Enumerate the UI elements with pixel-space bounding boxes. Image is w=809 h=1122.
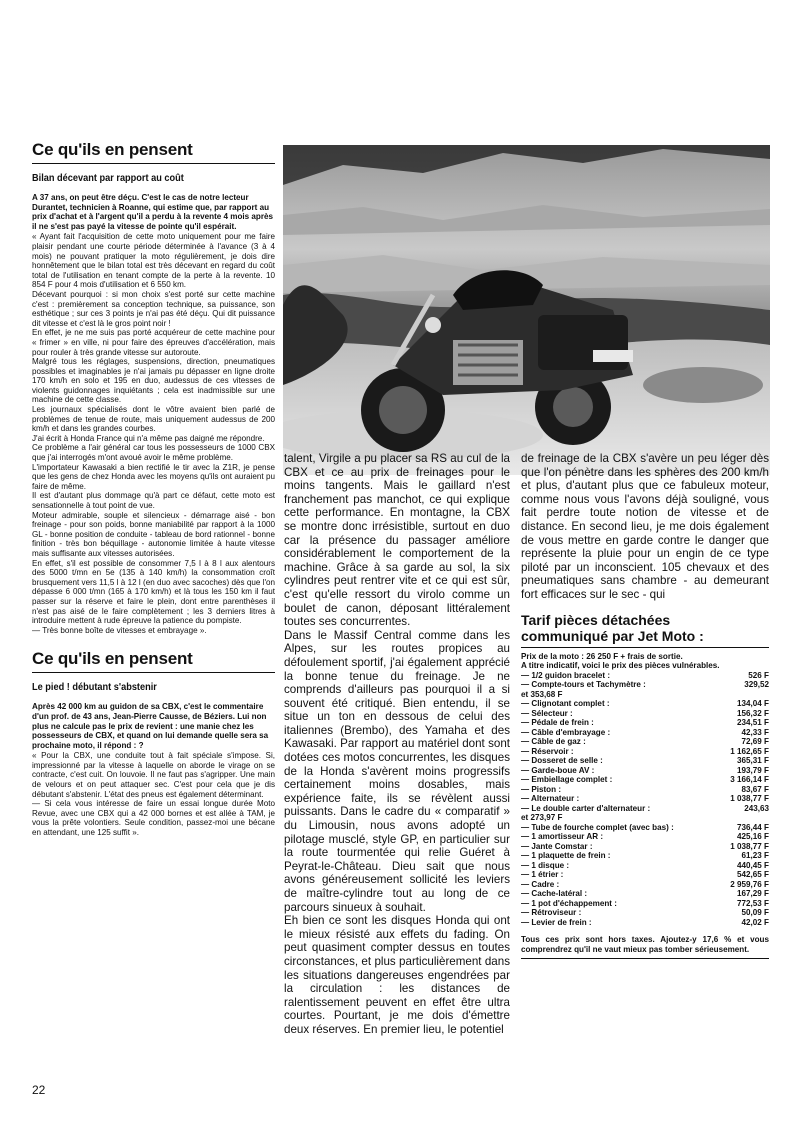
- tarif-item-label: — Rétroviseur :: [521, 908, 582, 918]
- tarif-item-label: — 1/2 guidon bracelet :: [521, 670, 611, 680]
- paragraph: L'importateur Kawasaki a bien rectifié le tir avec la Z1R, je pense que les gens de chez Honda avec les moyens qu'ils ont auraient pu faire de même.: [32, 462, 275, 491]
- tarif-item: [521, 775, 769, 785]
- tarif-item-label: — Le double carter d'alternateur :: [521, 803, 651, 813]
- tarif-item-price: 440,45 F: [737, 860, 769, 870]
- article1-title: Ce qu'ils en pensent: [32, 140, 275, 164]
- tarif-item: [521, 728, 769, 738]
- tarif-item: [521, 908, 769, 918]
- tarif-item-price: 3 166,14 F: [730, 775, 769, 785]
- tarif-item: [521, 766, 769, 776]
- tarif-item-label: — Jante Comstar :: [521, 841, 593, 851]
- tarif-item-label: — Alternateur :: [521, 794, 580, 804]
- tarif-item-price: 167,29 F: [737, 889, 769, 899]
- tarif-item: [521, 880, 769, 890]
- paragraph: Dans le Massif Central comme dans les Alpes, sur les routes propices au défoulement sportif, j'ai également apprécié la bonne tenue du freinage. Je ne comprends d'ailleurs pas pourquoi il a si souvent été critiqué. Bien entendu, il se situe un ton en dessous de celui des italiennes (Brembo), des Yamaha et des Kawasaki. Par rapport au matériel dont sont dotées ces motos concurrentes, les disques de la Honda s'avèrent moins progressifs certainement moins dosables, mais expérience faite, ils se révèlent aussi puissants. Dans le cadre du « comparatif » du Limousin, nous avons adopté un pilotage musclé, style GP, en particulier sur la route tourmentée qui relie Guéret à Peyrat-le-Château. Dieu sait que nous avons généreusement sollicité les leviers de maître-cylindre tout au long de ce parcours sinueux à souhait.: [284, 628, 510, 914]
- tarif-item-price: 526 F: [748, 670, 769, 680]
- tarif-item: [521, 851, 769, 861]
- tarif-list-c: [521, 823, 769, 928]
- tarif-item-label: — Cadre :: [521, 879, 560, 889]
- tarif-item: [521, 671, 769, 681]
- tarif-item: [521, 899, 769, 909]
- tarif-item-price: 365,31 F: [737, 756, 769, 766]
- tarif-item-price: 1 038,77 F: [730, 841, 769, 851]
- tarif-item-label: — Tube de fourche complet (avec bas) :: [521, 822, 674, 832]
- paragraph: — Si cela vous intéresse de faire un essai longue durée Moto Revue, avec une CBX qui a 42 000 bornes et est allée à TAM, je vous la prête volontiers. Seule condition, passez-moi une bécane en attendant, une 125 suffit ».: [32, 799, 275, 838]
- tarif-price-line: Prix de la moto : 26 250 F + frais de sortie.: [521, 651, 683, 661]
- left-column: [32, 140, 275, 838]
- tarif-item: [521, 699, 769, 709]
- tarif-item: [521, 756, 769, 766]
- article2-title: Ce qu'ils en pensent: [32, 649, 275, 673]
- tarif-item: [521, 785, 769, 795]
- paragraph: Moteur admirable, souple et silencieux - démarrage aisé - bon freinage - pour son poids, bonne maniabilité par rapport à la 1000 GL - bonne position de conduite - tableau de bord rationnel - bonne finition - très bon béquillage - autonomie limitée à haute vitesse mais suffisante aux vitesses autorisées.: [32, 510, 275, 558]
- tarif-item-price: 772,53 F: [737, 898, 769, 908]
- tarif-item: [521, 709, 769, 719]
- paragraph: Décevant pourquoi : si mon choix s'est porté sur cette machine c'est : premièrement sa conception technique, sa puissance, son esthétique ; sur ces 3 points je n'ai pas été déçu. Qui dit puissance dit vitesse et c'est là le gros point noir !: [32, 289, 275, 328]
- tarif-item-price: 425,16 F: [737, 832, 769, 842]
- tarif-item-label: — 1 plaquette de frein :: [521, 851, 611, 861]
- tarif-item-price: 42,02 F: [741, 917, 769, 927]
- tarif-item-label: — Levier de frein :: [521, 917, 592, 927]
- paragraph: de freinage de la CBX s'avère un peu léger dès que l'on pénètre dans les sphères des 200 km/h et plus, d'autant plus que ce fabuleux moteur, comme nous vous l'avons déjà souligné, vous fait perdre toute notion de vitesse et de distance. En second lieu, je me dois également de vous mettre en garde contre le danger que représente la pluie pour un engin de ce type piloté par un inconscient. 105 chevaux et des pneumatiques sans chambre - au demeurant fort efficaces sur le sec - qui: [521, 452, 769, 601]
- paragraph: « Ayant fait l'acquisition de cette moto uniquement pour me faire plaisir pendant une courte période déterminée à l'avance (3 à 4 mois) ne pouvant pratiquer la moto régulièrement, je dois dire honnêtement que le bilan total est très décevant en regard du coût total de l'utilisation en tenant compte de la perte à la revente. 10 854 F pour 4 mois d'utilisation et 6 550 km.: [32, 232, 275, 290]
- tarif-item-label: — Sélecteur :: [521, 708, 573, 718]
- tarif-item: [521, 870, 769, 880]
- paragraph: Malgré tous les réglages, suspensions, direction, pneumatiques possibles et imaginables je n'ai jamais pu dépasser en ligne droite 170 km/h en solo et 195 en duo, audessus de ces vitesses de violents guidonnages inquiétants ; cela est inadmissible sur une machine de cette classe.: [32, 357, 275, 405]
- tarif-item-price: 61,23 F: [741, 851, 769, 861]
- paragraph: « Pour la CBX, une conduite tout à fait spéciale s'impose. Si, impressionné par la vitesse à laquelle on aborde le virage on se contracte, c'est cuit. On louvoie. Il ne faut pas s'agripper. Une main de velours et on peut attaquer sec. C'est pour cela que je dis débutant s'abstenir. L'état des pneus est également déterminant.: [32, 751, 275, 799]
- tarif-item-label: — Embiellage complet :: [521, 775, 613, 785]
- tarif-item-label: — Piston :: [521, 784, 562, 794]
- tarif-item-label: — Pédale de frein :: [521, 718, 594, 728]
- tarif-item-label: — Réservoir :: [521, 746, 574, 756]
- tarif-item-label: — Câble d'embrayage :: [521, 727, 611, 737]
- tarif-item-label: — 1 amortisseur AR :: [521, 832, 604, 842]
- motorcycle-photo-illustration: [283, 145, 770, 475]
- tarif-item-price: 193,79 F: [737, 765, 769, 775]
- tarif-item: [521, 823, 769, 833]
- tarif-item-price: 72,69 F: [741, 737, 769, 747]
- paragraph: En effet, je ne me suis pas porté acquéreur de cette machine pour « frimer » en ville, ni pour faire des épreuves d'accélération, mais pour rouler à très grande vitesse sur autoroute.: [32, 328, 275, 357]
- paragraph: Les journaux spécialisés dont le vôtre avaient bien parlé de problèmes de tenue de route, mais uniquement audessus de 200 km/h et dans les grandes courbes.: [32, 405, 275, 434]
- paragraph: — Très bonne boîte de vitesses et embrayage ».: [32, 625, 207, 635]
- tarif-item-label: — Dosseret de selle :: [521, 756, 603, 766]
- tarif-list-a: [521, 671, 769, 690]
- motorcycle-photo: [283, 145, 770, 475]
- tarif-item: [521, 680, 769, 690]
- tarif-indicative-line: A titre indicatif, voici le prix des pièces vulnérables.: [521, 661, 720, 671]
- tarif-item: [521, 832, 769, 842]
- tarif-subtotal: et 273,97 F: [521, 813, 563, 823]
- tarif-item-price: 329,52: [744, 680, 769, 690]
- article2-subtitle: Le pied ! débutant s'abstenir: [32, 682, 157, 694]
- tarif-item-label: — 1 étrier :: [521, 870, 564, 880]
- tarif-item: [521, 794, 769, 804]
- tarif-item-price: 50,09 F: [741, 908, 769, 918]
- article2-body: [32, 751, 275, 837]
- tarif-item: [521, 889, 769, 899]
- paragraph: talent, Virgile a pu placer sa RS au cul de la CBX et ce au prix de freinages pour le moins tangents. Mais le gaillard n'est franchement pas manchot, ce qui explique cette performance. En montagne, la CBX se montre donc irrésistible, surtout en duo car la présence du passager améliore considérablement le comportement de la machine. Grâce à sa garde au sol, la six cylindres peut rentrer vite et ce qui est sûr, c'est qu'elle ressort du virolo comme un boulet de canon, déposant littéralement toutes ses concurrentes.: [284, 452, 510, 629]
- page-number: 22: [32, 1083, 46, 1097]
- tarif-item-price: 42,33 F: [741, 727, 769, 737]
- tarif-item-price: 2 959,76 F: [730, 879, 769, 889]
- tarif-item-price: 83,67 F: [741, 784, 769, 794]
- tarif-item: [521, 718, 769, 728]
- tarif-item-price: 243,63: [744, 803, 769, 813]
- tarif-item-price: 542,65 F: [737, 870, 769, 880]
- article1-subtitle: Bilan décevant par rapport au coût: [32, 173, 184, 184]
- tarif-item: [521, 804, 769, 814]
- paragraph: J'ai écrit à Honda France qui n'a même pas daigné me répondre.: [32, 433, 265, 443]
- tarif-subtotal: et 353,68 F: [521, 689, 563, 699]
- tarif-title-line2: communiqué par Jet Moto :: [521, 627, 704, 644]
- tarif-item: [521, 861, 769, 871]
- tarif-title: [521, 612, 769, 648]
- tarif-item-price: 234,51 F: [737, 718, 769, 728]
- article1-body: [32, 232, 275, 635]
- paragraph: Eh bien ce sont les disques Honda qui ont le mieux résisté aux effets du fading. On peut quasiment compter dessus en toutes circonstances, et plus particulièrement dans les situations dangereuses engendrées par la circulation : les distances de ralentissement peuvent en effet être ultra courtes. Pourtant, je me dois d'émettre deux réserves. En premier lieu, le potentiel: [284, 914, 510, 1036]
- tarif-item-price: 1 162,65 F: [730, 746, 769, 756]
- paragraph: Il est d'autant plus dommage qu'à part ce défaut, cette moto est sensationnelle à tout point de vue.: [32, 491, 275, 510]
- paragraph: Ce problème a l'air général car tous les possesseurs de 1000 CBX que j'ai interrogés m'ont avoué avoir le même problème.: [32, 443, 275, 463]
- paragraph: En effet, s'il est possible de consommer 7,5 l à 8 l aux alentours des 5000 t/mn en 5e (135 à 140 km/h) la consommation croît brusquement vers 11,5 l à 12 l (en duo avec sacoches) dès que l'on dépasse 6 000 t/mn (165 à 170 km/h) et là tous les 150 km il faut passer sur la réserve et faire le plein, dont entre parenthèses il n'est pas aisé de le faire complètement ; les 3 derniers litres à introduire mettent à rude épreuve la patience du pompiste.: [32, 558, 275, 626]
- tarif-item-label: — 1 disque :: [521, 860, 570, 870]
- tarif-footer: Tous ces prix sont hors taxes. Ajoutez-y 17,6 % et vous comprendrez qu'il ne vaut mieux pas tomber sérieusement.: [521, 935, 769, 958]
- tarif-item-label: — Cache-latéral :: [521, 889, 588, 899]
- tarif-item-label: — Câble de gaz :: [521, 737, 586, 747]
- tarif-item-price: 1 038,77 F: [730, 794, 769, 804]
- tarif-item: [521, 737, 769, 747]
- tarif-item-label: — Clignotant complet :: [521, 699, 610, 709]
- right-column: [521, 452, 769, 959]
- tarif-item-label: — Compte-tours et Tachymètre :: [521, 680, 646, 690]
- tarif-title-line1: Tarif pièces détachées: [521, 611, 671, 628]
- tarif-item-price: 134,04 F: [737, 699, 769, 709]
- tarif-item: [521, 918, 769, 928]
- article2-intro: Après 42 000 km au guidon de sa CBX, c'est le commentaire d'un prof. de 43 ans, Jean-Pierre Causse, de Béziers. Lui non plus ne calcule pas le prix de revient : une manie chez les possesseurs de CBX, et quand on lui demande quelle sera sa prochaine moto, il répond : ?: [32, 702, 269, 750]
- middle-column: [284, 452, 510, 1037]
- tarif-item-price: 156,32 F: [737, 708, 769, 718]
- tarif-item: [521, 747, 769, 757]
- tarif-list-b: [521, 699, 769, 813]
- tarif-item: [521, 842, 769, 852]
- article1-intro: A 37 ans, on peut être déçu. C'est le cas de notre lecteur Durantet, technicien à Roanne, qui estime que, par rapport au prix d'achat et à l'argent qu'il a perdu à la revente 4 mois après il ne s'est pas payé la vitesse de pointe qu'il espérait.: [32, 193, 274, 231]
- tarif-item-label: — 1 pot d'échappement :: [521, 898, 617, 908]
- tarif-item-label: — Garde-boue AV :: [521, 765, 595, 775]
- tarif-item-price: 736,44 F: [737, 822, 769, 832]
